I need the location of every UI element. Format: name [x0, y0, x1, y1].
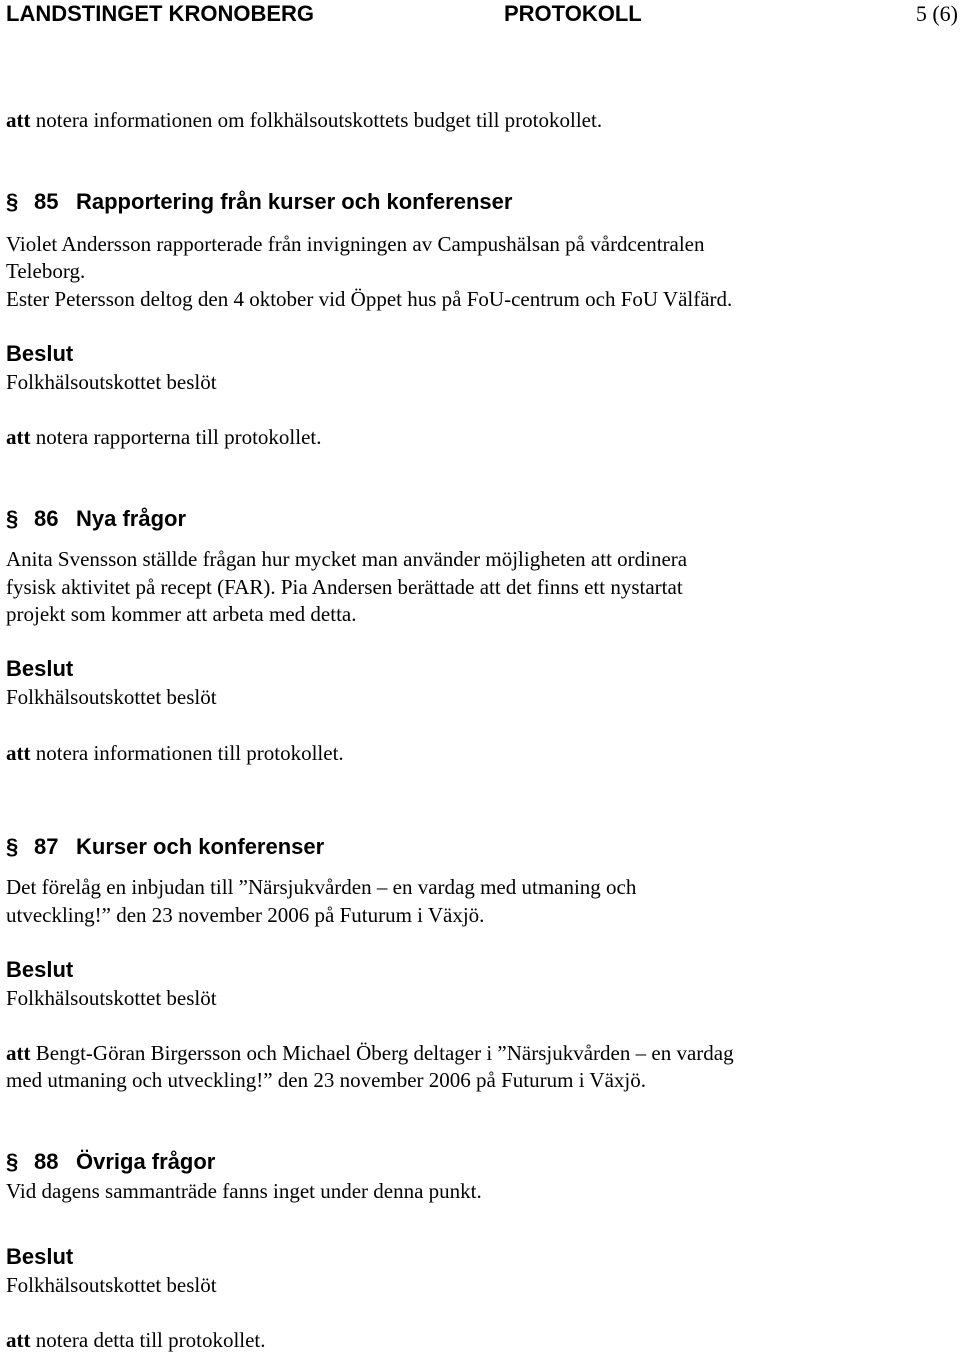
section-symbol: §	[6, 1149, 19, 1174]
section-86-decision	[6, 739, 344, 767]
section-86-decided-by: Folkhälsoutskottet beslöt	[6, 685, 217, 709]
section-title: Kurser och konferenser	[76, 834, 325, 859]
section-88-decision	[6, 1326, 266, 1354]
intro-decision-text: notera informationen om folkhälsoutskottets budget till protokollet.	[35, 108, 603, 132]
section-symbol: §	[6, 506, 19, 531]
att-keyword: att	[6, 1041, 31, 1065]
page-number: 5 (6)	[915, 1, 958, 26]
decision-text: notera rapporterna till protokollet.	[35, 425, 322, 449]
section-symbol: §	[6, 189, 19, 214]
decision-text: notera detta till protokollet.	[35, 1328, 266, 1352]
section-87-body-line: utveckling!” den 23 november 2006 på Futurum i Växjö.	[6, 903, 485, 927]
section-86-body-line: fysisk aktivitet på recept (FAR). Pia Andersen berättade att det finns ett nystartat	[6, 575, 683, 599]
decision-text: Bengt-Göran Birgersson och Michael Öberg deltager i ”Närsjukvården – en vardag	[35, 1041, 734, 1065]
section-85-body-line: Teleborg.	[6, 259, 86, 283]
section-title: Övriga frågor	[76, 1149, 216, 1174]
section-number: 85	[34, 189, 59, 214]
section-86-heading	[6, 506, 186, 532]
section-86-body-line: Anita Svensson ställde frågan hur mycket man använder möjligheten att ordinera	[6, 547, 688, 571]
section-85-body-line: Violet Andersson rapporterade från invigningen av Campushälsan på vårdcentralen	[6, 232, 705, 256]
att-keyword: att	[6, 1328, 31, 1352]
section-number: 88	[34, 1149, 59, 1174]
att-keyword: att	[6, 108, 31, 132]
section-title: Rapportering från kurser och konferenser	[76, 189, 513, 214]
section-86-body-line: projekt som kommer att arbeta med detta.	[6, 602, 357, 626]
intro-decision	[6, 106, 602, 134]
section-88-heading	[6, 1149, 215, 1175]
section-88-beslut-heading: Beslut	[6, 1244, 74, 1269]
section-85-heading	[6, 189, 512, 215]
section-87-beslut-heading: Beslut	[6, 957, 74, 982]
section-87-decision	[6, 1039, 734, 1067]
section-85-body-line: Ester Petersson deltog den 4 oktober vid Öppet hus på FoU-centrum och FoU Välfärd.	[6, 287, 733, 311]
section-87-decision-continued: med utmaning och utveckling!” den 23 november 2006 på Futurum i Växjö.	[6, 1068, 646, 1092]
section-number: 87	[34, 834, 59, 859]
section-86-beslut-heading: Beslut	[6, 656, 74, 681]
organization-name: LANDSTINGET KRONOBERG	[6, 1, 314, 26]
section-85-decision	[6, 423, 322, 451]
page-header	[0, 0, 960, 30]
section-87-heading	[6, 834, 324, 860]
section-87-decided-by: Folkhälsoutskottet beslöt	[6, 986, 217, 1010]
decision-text: notera informationen till protokollet.	[35, 741, 344, 765]
section-85-decided-by: Folkhälsoutskottet beslöt	[6, 370, 217, 394]
section-88-body-line: Vid dagens sammanträde fanns inget under denna punkt.	[6, 1179, 482, 1203]
section-title: Nya frågor	[76, 506, 187, 531]
section-87-body-line: Det förelåg en inbjudan till ”Närsjukvården – en vardag med utmaning och	[6, 875, 637, 899]
att-keyword: att	[6, 741, 31, 765]
section-symbol: §	[6, 834, 19, 859]
section-85-beslut-heading: Beslut	[6, 341, 74, 366]
section-88-decided-by: Folkhälsoutskottet beslöt	[6, 1273, 217, 1297]
document-type: PROTOKOLL	[504, 1, 642, 26]
section-number: 86	[34, 506, 59, 531]
att-keyword: att	[6, 425, 31, 449]
